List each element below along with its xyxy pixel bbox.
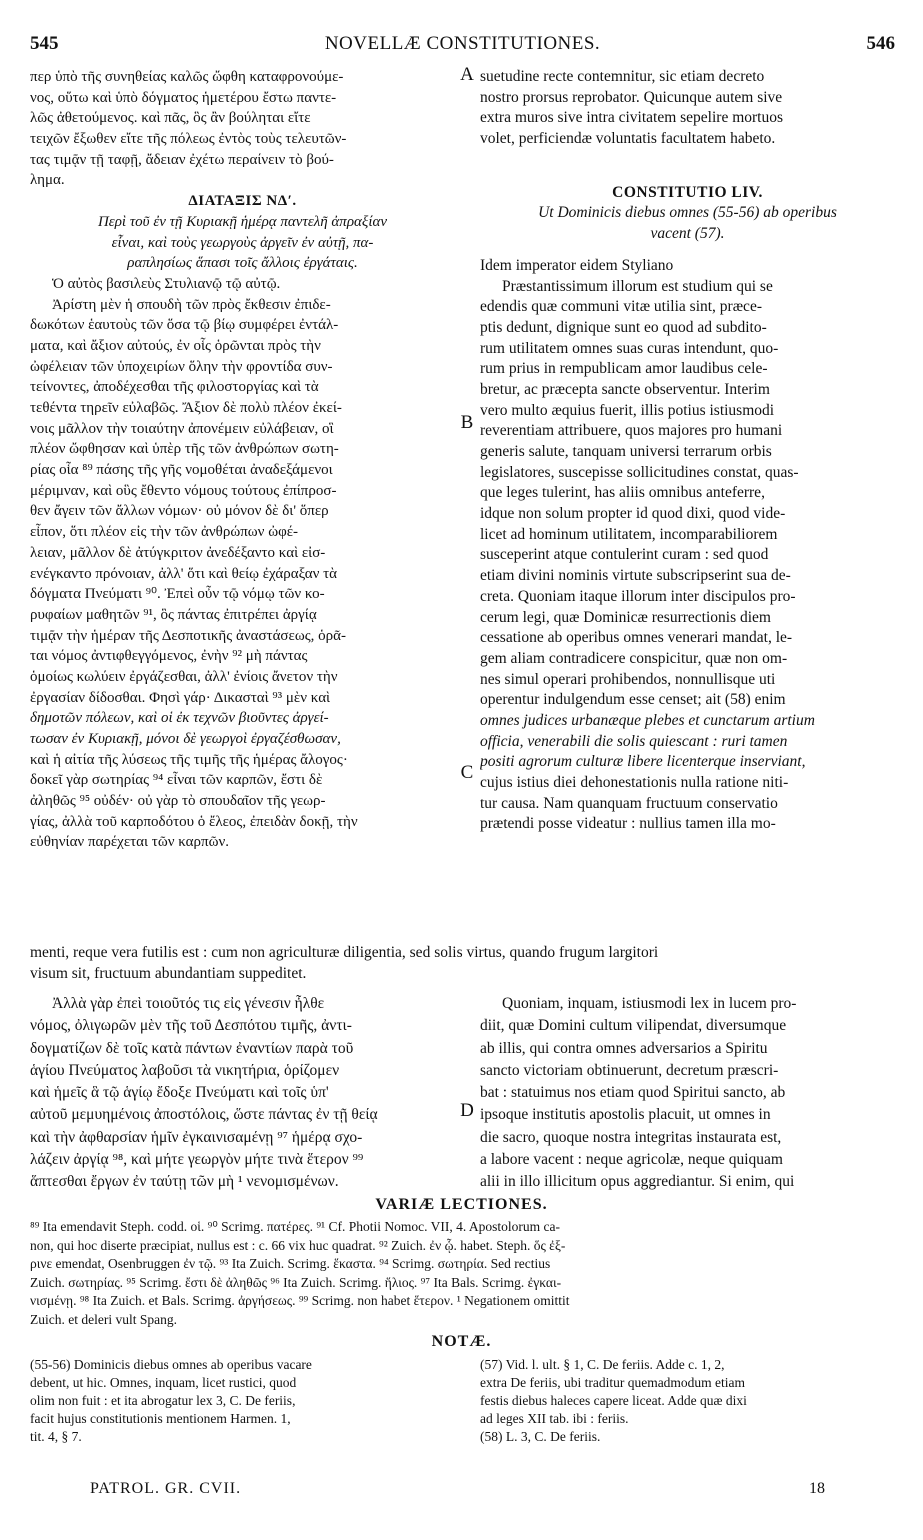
greek-line: λῶς ἀθετούμενος. καὶ πᾶς, ὃς ἂν βούληται εἴτε — [30, 110, 311, 127]
page-footer — [30, 1480, 895, 1504]
greek-line: θεν ἄγειν τῶν ἄλλων νόμων· οὐ μόνον δὲ δι' ὅπερ — [30, 503, 329, 520]
latin-line: reverentiam attribuere, quos majores pro humani — [480, 422, 783, 440]
latin-subtitle-line: Ut Dominicis diebus omnes (55-56) ab operibus — [538, 204, 837, 222]
latin-line: operentur indulgendum esse censet; ait (58) enim — [480, 691, 786, 709]
greek-line: καὶ ἡ αἰτία τῆς λύσεως τῆς τιμῆς τῆς ἡμέρας ἄλογος· — [30, 751, 348, 768]
greek-line: νος, οὕτω καὶ ὑπὸ δόγματος ἡμετέρου ἔστω παντε- — [30, 89, 337, 106]
latin-line: menti, reque vera futilis est : cum non agriculturæ diligentia, sed solis virtus, quando frugum largitori — [30, 944, 659, 961]
greek-line: πλέον ὤφθησαν καὶ ὑπὲρ τῆς τῶν ἀνθρώπων σωτη- — [30, 441, 339, 458]
page-number-left: 545 — [30, 33, 59, 54]
latin-line: vero multo æquius fuerit, illis potius istiusmodi — [480, 401, 775, 419]
notes-right-column — [480, 1356, 895, 1446]
greek-line: ὁμοίως κωλύειν ἐργάζεσθαι, ἀλλ' ἐνίοις ἄνετον τὴν — [30, 668, 338, 685]
latin-line: tur causa. Nam quanquam fructuum conservatio — [480, 794, 778, 812]
latin-line: cerum legi, quæ Dominicæ resurrectionis diem — [480, 608, 771, 626]
note-line: (57) Vid. l. ult. § 1, C. De feriis. Adde c. 1, 2, — [480, 1357, 725, 1372]
latin-line: legislatores, suscepisse sollicitudines constat, quas- — [480, 463, 799, 481]
greek-line: ρυφαίων μαθητῶν ⁹¹, ὃς πάντας ἐπιτρέπει ἀργίᾳ — [30, 606, 317, 623]
latin-line: creta. Quoniam itaque illorum inter discipulos pro- — [480, 587, 796, 605]
note-line: ad leges XII tab. ibi : feriis. — [480, 1411, 629, 1426]
margin-letter: D — [460, 1100, 474, 1121]
greek-line: λημα. — [30, 172, 65, 189]
greek-line: ἐργασίαν δίδοσθαι. Φησὶ γάρ· Δικασταὶ ⁹³ μὲν καὶ — [30, 689, 331, 706]
greek-line: τας τιμᾷν τῇ ταφῇ, ἄδειαν ἐχέτω περαίνειν τὸ βού- — [30, 151, 334, 168]
greek-line: καὶ τὴν ἀφθαρσίαν ἡμῖν ἐγκαινισαμένῃ ⁹⁷ ἡμέρᾳ σχο- — [30, 1128, 363, 1146]
greek-line: αὐτοῦ μεμυημένοις ἀποστόλοις, ὥστε πάντας ἐν τῇ θείᾳ — [30, 1106, 378, 1124]
latin-column — [480, 67, 895, 835]
latin-line: rum prius in rempublicam amor laudibus cele- — [480, 360, 768, 378]
latin-line: cujus istius diei dehonestationis nulla ratione niti- — [480, 774, 789, 791]
latin-line: visum sit, fructuum abundantiam suppeditet. — [30, 964, 307, 982]
latin-line: licet ad hominum utilitatem, incomparabiliorem — [480, 525, 778, 543]
greek-line: δογματίζων δὲ τοῖς κατὰ πάντων ἐναντίων παρὰ τοῦ — [30, 1039, 354, 1057]
greek-line: δημοτῶν πόλεων, καὶ οἱ ἐκ τεχνῶν βιοῦντες ἀργεί- — [30, 710, 329, 727]
variant-line: non, qui hoc diserte præcipiat, nullus est : c. 66 vix huc quadrat. ⁹² Zuich. ἐν ᾧ. habet. Steph. ὅς ἐξ- — [30, 1237, 566, 1253]
greek-line: δωκότων ἑαυτοὺς τῶν ὅσα τῷ βίῳ συμφέρει ἐντάλ- — [30, 317, 339, 334]
full-width-latin — [30, 943, 895, 984]
latin-constitution-title: CONSTITUTIO LIV. — [612, 183, 763, 201]
greek-line: ται νόμος ἀντιφθεγγόμενος, ἐνὴν ⁹² μὴ πάντας — [30, 648, 308, 665]
greek-line: νόμος, ὀλιγωρῶν μὲν τῆς τοῦ Δεσπότου τιμῆς, ἀντι- — [30, 1017, 352, 1035]
variae-lectiones — [30, 1218, 895, 1330]
greek-line: τιμᾷν τὴν ἡμέραν τῆς Δεσποτικῆς ἀναστάσεως, ὁρᾶ- — [30, 627, 346, 644]
variant-line: Zuich. et deleri vult Spang. — [30, 1311, 177, 1327]
latin-continuation — [480, 993, 895, 1194]
greek-constitution-title: ΔΙΑΤΑΞΙΣ ΝΔʹ. — [188, 193, 297, 210]
greek-line: περ ὑπὸ τῆς συνηθείας καλῶς ὤφθη καταφρονούμε- — [30, 69, 344, 85]
greek-line: λειαν, μᾶλλον δὲ ἀτύγκριτον ἀνεδέξαντο καὶ εἰσ- — [30, 544, 326, 561]
greek-line: ἅπτεσθαι ἔργων ἐν ταύτῃ τῶν μὴ ¹ νενομισμένων. — [30, 1173, 339, 1191]
greek-line: εἶπον, ὅτι πλέον εἰς τὴν τῶν ἀνθρώπων ὠφέ- — [30, 524, 299, 541]
greek-line: ματα, καὶ ἄξιον αὐτούς, ἐν οἷς ὁρῶνται πρὸς τὴν — [30, 337, 321, 354]
latin-line: que leges tulerint, has aliis omnibus anteferre, — [480, 484, 765, 502]
latin-subtitle-line: vacent (57). — [650, 225, 725, 243]
latin-line: omnes judices urbanæque plebes et cunctarum artium — [480, 711, 815, 729]
latin-line: nostro prorsus reprobator. Quicunque autem sive — [480, 88, 783, 106]
greek-subtitle-line: ραπλησίως ἅπασι τοῖς ἄλλοις ἐργάταις. — [127, 255, 358, 272]
greek-line: ἀληθῶς ⁹⁵ οὐδέν· οὐ γὰρ τὸ σπουδαῖον τῆς γεωρ- — [30, 793, 326, 810]
greek-line: ὠφέλειαν τῶν ὑποχειρίων ὅλην τὴν φροντίδα συν- — [30, 358, 333, 375]
latin-line: extra muros sive intra civitatem sepelire mortuos — [480, 109, 784, 127]
latin-line: volet, perficiendæ voluntatis facultatem habeto. — [480, 130, 776, 148]
margin-letter: A — [460, 64, 474, 85]
notae-heading: NOTÆ. — [431, 1333, 492, 1350]
greek-line: λάζειν ἀργίᾳ ⁹⁸, καὶ μήτε γεωργὸν μήτε τινὰ ἕτερον ⁹⁹ — [30, 1151, 364, 1169]
greek-line: δόγματα Πνεύματι ⁹⁰. Ἐπεὶ οὖν τῷ νόμῳ τῶν κο- — [30, 586, 325, 603]
latin-line: edendis quæ communi vitæ utilia sint, præce- — [480, 298, 762, 316]
greek-line: εὐθηνίαν παρέχεται τῶν καρπῶν. — [30, 834, 229, 851]
variant-line: ⁸⁹ Ita emendavit Steph. codd. οἱ. ⁹⁰ Scrimg. πατέρες. ⁹¹ Cf. Photii Nomoc. VII, 4. Apostolorum ca- — [30, 1219, 560, 1234]
latin-line: cessatione ab operibus omnes venerari mandat, le- — [480, 629, 793, 647]
greek-subtitle-line: εἶναι, καὶ τοὺς γεωργοὺς ἀργεῖν ἐν αὐτῇ, πα- — [111, 234, 374, 251]
greek-line: καὶ ἡμεῖς ἃ τῷ ἁγίῳ ἔδοξε Πνεύματι καὶ τοῖς ὑπ' — [30, 1084, 329, 1102]
greek-line: Ἀρίστη μὲν ἡ σπουδὴ τῶν πρὸς ἔκθεσιν ἐπιδε- — [52, 296, 331, 313]
greek-line: τεθέντα τηρεῖν εὐλαβῶς. Ἄξιον δὲ πολὺ πλέον ἐκεί- — [30, 400, 342, 416]
note-line: tit. 4, § 7. — [30, 1429, 82, 1444]
greek-line: Ὁ αὐτὸς βασιλεὺς Στυλιανῷ τῷ αὐτῷ. — [52, 275, 281, 292]
latin-line: bretur, ac præcepta sancte observentur. Interim — [480, 380, 770, 398]
variant-line: Zuich. σωτηρίας. ⁹⁵ Scrimg. ἔστι δὲ ἀληθῶς ⁹⁶ Ita Zuich. Scrimg. ἥλιος. ⁹⁷ Ita Bals. Scrimg. ἐγκαι- — [30, 1274, 562, 1290]
latin-line: generis salute, tanquam universi terrarum orbis — [480, 443, 772, 460]
latin-line: Præstantissimum illorum est studium qui se — [502, 277, 773, 295]
latin-line: etiam divini nominis virtute subscripserint sua de- — [480, 567, 791, 585]
greek-line: δοκεῖ γὰρ σωτηρίας ⁹⁴ εἶναι τῶν καρπῶν, ἔστι δὲ — [30, 772, 323, 789]
running-title: NOVELLÆ CONSTITUTIONES. — [324, 33, 601, 54]
gathering-number: 18 — [809, 1480, 825, 1497]
latin-line: positi agrorum culturæ libere licenterque inserviant, — [480, 753, 806, 771]
latin-line: officia, venerabili die solis quiescant : ruri tamen — [480, 732, 788, 750]
latin-line: gem aliam contradicere conspicitur, quæ non om- — [480, 649, 788, 667]
margin-letter: B — [460, 412, 474, 433]
latin-line: ab illis, qui contra omnes adversarios a Spiritu — [480, 1039, 768, 1057]
latin-line: idque non solum propter id quod dixi, quod vide- — [480, 505, 786, 523]
latin-line: a labore vacent : neque agricolæ, neque quiquam — [480, 1151, 783, 1169]
greek-line: ρίας οἷα ⁸⁹ πάσης τῆς γῆς νομοθέται ἀναδεξάμενοι — [30, 462, 333, 479]
latin-line: die sacro, quoque nostra integritas instaurata est, — [480, 1128, 782, 1146]
greek-line: Ἀλλὰ γὰρ ἐπεὶ τοιοῦτός τις εἰς γένεσιν ἦλθε — [52, 995, 325, 1012]
note-line: festis diebus haleces capere liceat. Adde quæ dixi — [480, 1393, 747, 1408]
variant-line: νισμένῃ. ⁹⁸ Ita Zuich. et Bals. Scrimg. ἀργήσεως. ⁹⁹ Scrimg. non habet ἕτερον. ¹ Negationem omittit — [30, 1293, 570, 1309]
note-line: (55-56) Dominicis diebus omnes ab operibus vacare — [30, 1357, 312, 1372]
note-line: extra De feriis, ubi traditur quemadmodum etiam — [480, 1375, 746, 1390]
latin-line: susceperint atque contulerint curam : sed quod — [480, 546, 769, 564]
greek-line: ενέγκαντο πρόνοιαν, ἀλλ' ὅτι καὶ θείῳ ἐχάραξαν τὰ — [30, 565, 337, 582]
note-line: debent, ut hic. Omnes, inquam, licet rustici, quod — [30, 1375, 297, 1390]
margin-letter: C — [460, 762, 474, 783]
variant-line: ρινε emendat, Osenbruggen ἐν τῷ. ⁹³ Ita Zuich. Scrimg. ἕκαστα. ⁹⁴ Scrimg. σωτηρία. Sed rectius — [30, 1256, 551, 1272]
latin-intro — [480, 67, 895, 150]
greek-line: τειχῶν ἔξωθεν εἴτε τῆς πόλεως ἐντὸς τοὺς τελευτῶν- — [30, 131, 347, 148]
greek-line: γίας, ἀλλὰ τοῦ καρποδότου ὁ ἔλεος, ἐπειδὰν δοκῇ, τὴν — [30, 813, 358, 830]
greek-body — [30, 274, 455, 853]
greek-line: νοις μᾶλλον τὴν τοιαύτην ἀπονέμειν εὐλάβειαν, οἳ — [30, 420, 334, 437]
greek-line: τωσαν ἐν Κυριακῇ, μόνοι δὲ γεωργοὶ ἐργαζέσθωσαν, — [30, 731, 341, 747]
greek-subtitle-line: Περὶ τοῦ ἐν τῇ Κυριακῇ ἡμέρᾳ παντελῆ ἀπραξίαν — [97, 213, 388, 230]
note-line: facit hujus constitutionis mentionem Harmen. 1, — [30, 1411, 291, 1426]
greek-continuation — [30, 993, 455, 1194]
note-line: olim non fuit : et ita abrogatur lex 3, C. De feriis, — [30, 1393, 296, 1408]
variae-lectiones-heading: VARIÆ LECTIONES. — [375, 1196, 548, 1213]
latin-line: ipsoque institutis apostolis placuit, ut omnes in — [480, 1106, 771, 1124]
latin-line: nes simul operari prohibendos, nonnullisque uti — [480, 670, 776, 688]
greek-line: τείνοντες, ἀποδέχεσθαι τῆς φιλοστοργίας καὶ τὰ — [30, 379, 319, 396]
latin-line: ptis dedunt, dignique sunt eo quod ad subdito- — [480, 318, 767, 336]
latin-body — [480, 256, 895, 835]
note-line: (58) L. 3, C. De feriis. — [480, 1429, 601, 1444]
notes-left-column — [30, 1356, 455, 1446]
greek-line: ἁγίου Πνεύματος λαβοῦσι τὰ νικητήρια, ὁρίζομεν — [30, 1061, 340, 1079]
latin-line: sancto victoriam obtinuerunt, decretum præscri- — [480, 1061, 779, 1079]
latin-line: diit, quæ Domini cultum vilipendat, diversumque — [480, 1017, 787, 1035]
latin-line: Idem imperator eidem Styliano — [480, 256, 674, 274]
latin-line: suetudine recte contemnitur, sic etiam decreto — [480, 68, 765, 85]
greek-column — [30, 67, 455, 853]
latin-line: alii in illo illicitum opus aggrediantur. Si enim, qui — [480, 1173, 795, 1191]
latin-line: bat : statuimus nos etiam quod Spiritui sancto, ab — [480, 1084, 786, 1102]
signature-mark: PATROL. GR. CVII. — [90, 1480, 242, 1497]
greek-intro — [30, 67, 455, 191]
page-number-right: 546 — [866, 33, 895, 54]
latin-line: Quoniam, inquam, istiusmodi lex in lucem pro- — [502, 995, 797, 1012]
latin-line: prætendi posse videatur : nullius tamen illa mo- — [480, 815, 776, 833]
greek-line: μέριμναν, καὶ οὓς ἔθεντο νόμους τούτους ἐπίπροσ- — [30, 482, 337, 499]
latin-line: rum utilitatem omnes suas curas intendunt, quo- — [480, 339, 779, 357]
